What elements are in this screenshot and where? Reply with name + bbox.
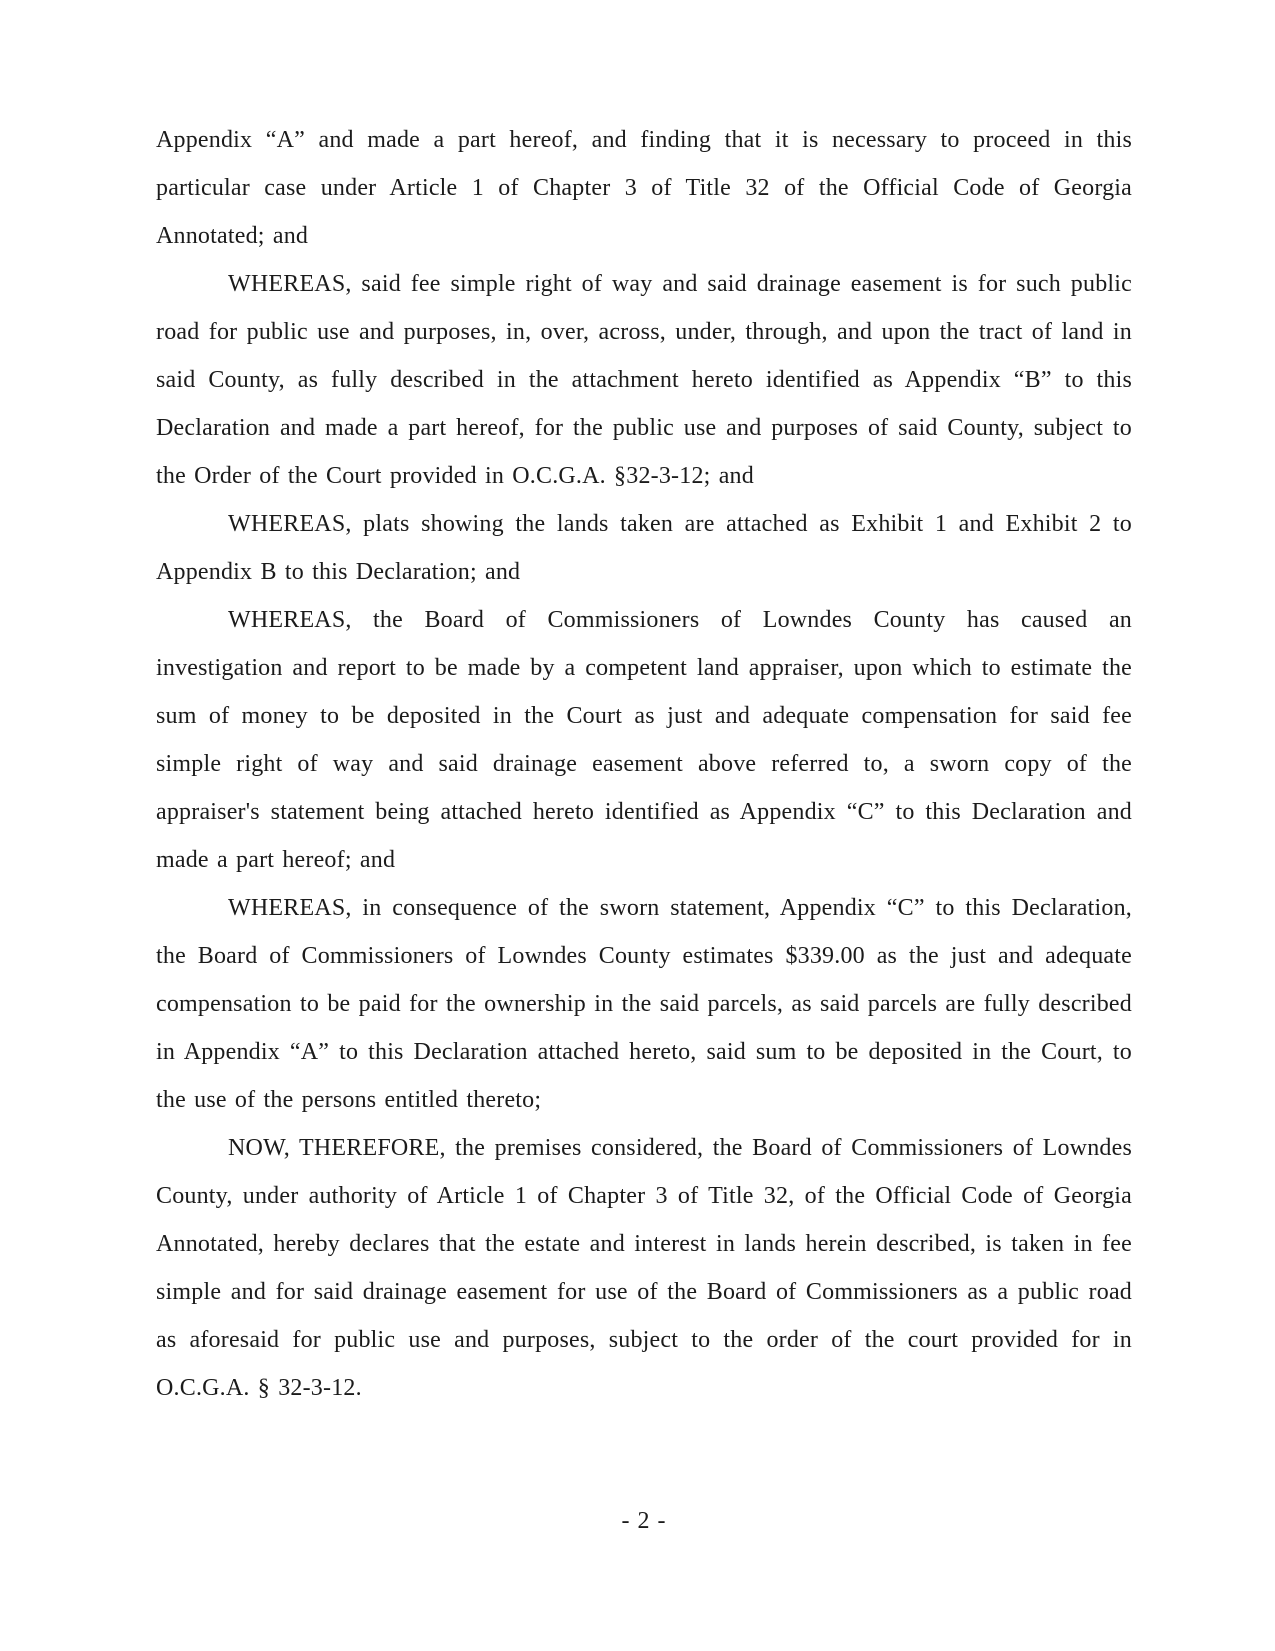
paragraph-whereas-plats: WHEREAS, plats showing the lands taken are attached as Exhibit 1 and Exhibit 2 to Appendix B to this Declaration; and: [156, 511, 1132, 585]
document-body: [156, 116, 1132, 1412]
paragraph-continuation-appendix-a: Appendix “A” and made a part hereof, and finding that it is necessary to proceed in this particular case under Article 1 of Chapter 3 of Title 32 of the Official Code of Georgia Annotated; and: [156, 127, 1132, 249]
paragraph-whereas-compensation: WHEREAS, in consequence of the sworn statement, Appendix “C” to this Declaration, the Board of Commissioners of Lowndes County estimates $339.00 as the just and adequate compensation to be paid for the ownership in the said parcels, as said parcels are fully described in Appendix “A” to this Declaration attached hereto, said sum to be deposited in the Court, to the use of the persons entitled thereto;: [156, 895, 1132, 1113]
paragraph-now-therefore: NOW, THEREFORE, the premises considered, the Board of Commissioners of Lowndes County, under authority of Article 1 of Chapter 3 of Title 32, of the Official Code of Georgia Annotated, hereby declares that the estate and interest in lands herein described, is taken in fee simple and for said drainage easement for use of the Board of Commissioners as a public road as aforesaid for public use and purposes, subject to the order of the court provided for in O.C.G.A. § 32-3-12.: [156, 1135, 1132, 1401]
paragraph-whereas-right-of-way: WHEREAS, said fee simple right of way and said drainage easement is for such public road for public use and purposes, in, over, across, under, through, and upon the tract of land in said County, as fully described in the attachment hereto identified as Appendix “B” to this Declaration and made a part hereof, for the public use and purposes of said County, subject to the Order of the Court provided in O.C.G.A. §32-3-12; and: [156, 271, 1132, 489]
page-number: - 2 -: [621, 1508, 667, 1534]
paragraph-whereas-appraiser: WHEREAS, the Board of Commissioners of Lowndes County has caused an investigation and report to be made by a competent land appraiser, upon which to estimate the sum of money to be deposited in the Court as just and adequate compensation for said fee simple right of way and said drainage easement above referred to, a sworn copy of the appraiser's statement being attached hereto identified as Appendix “C” to this Declaration and made a part hereof; and: [156, 607, 1132, 873]
